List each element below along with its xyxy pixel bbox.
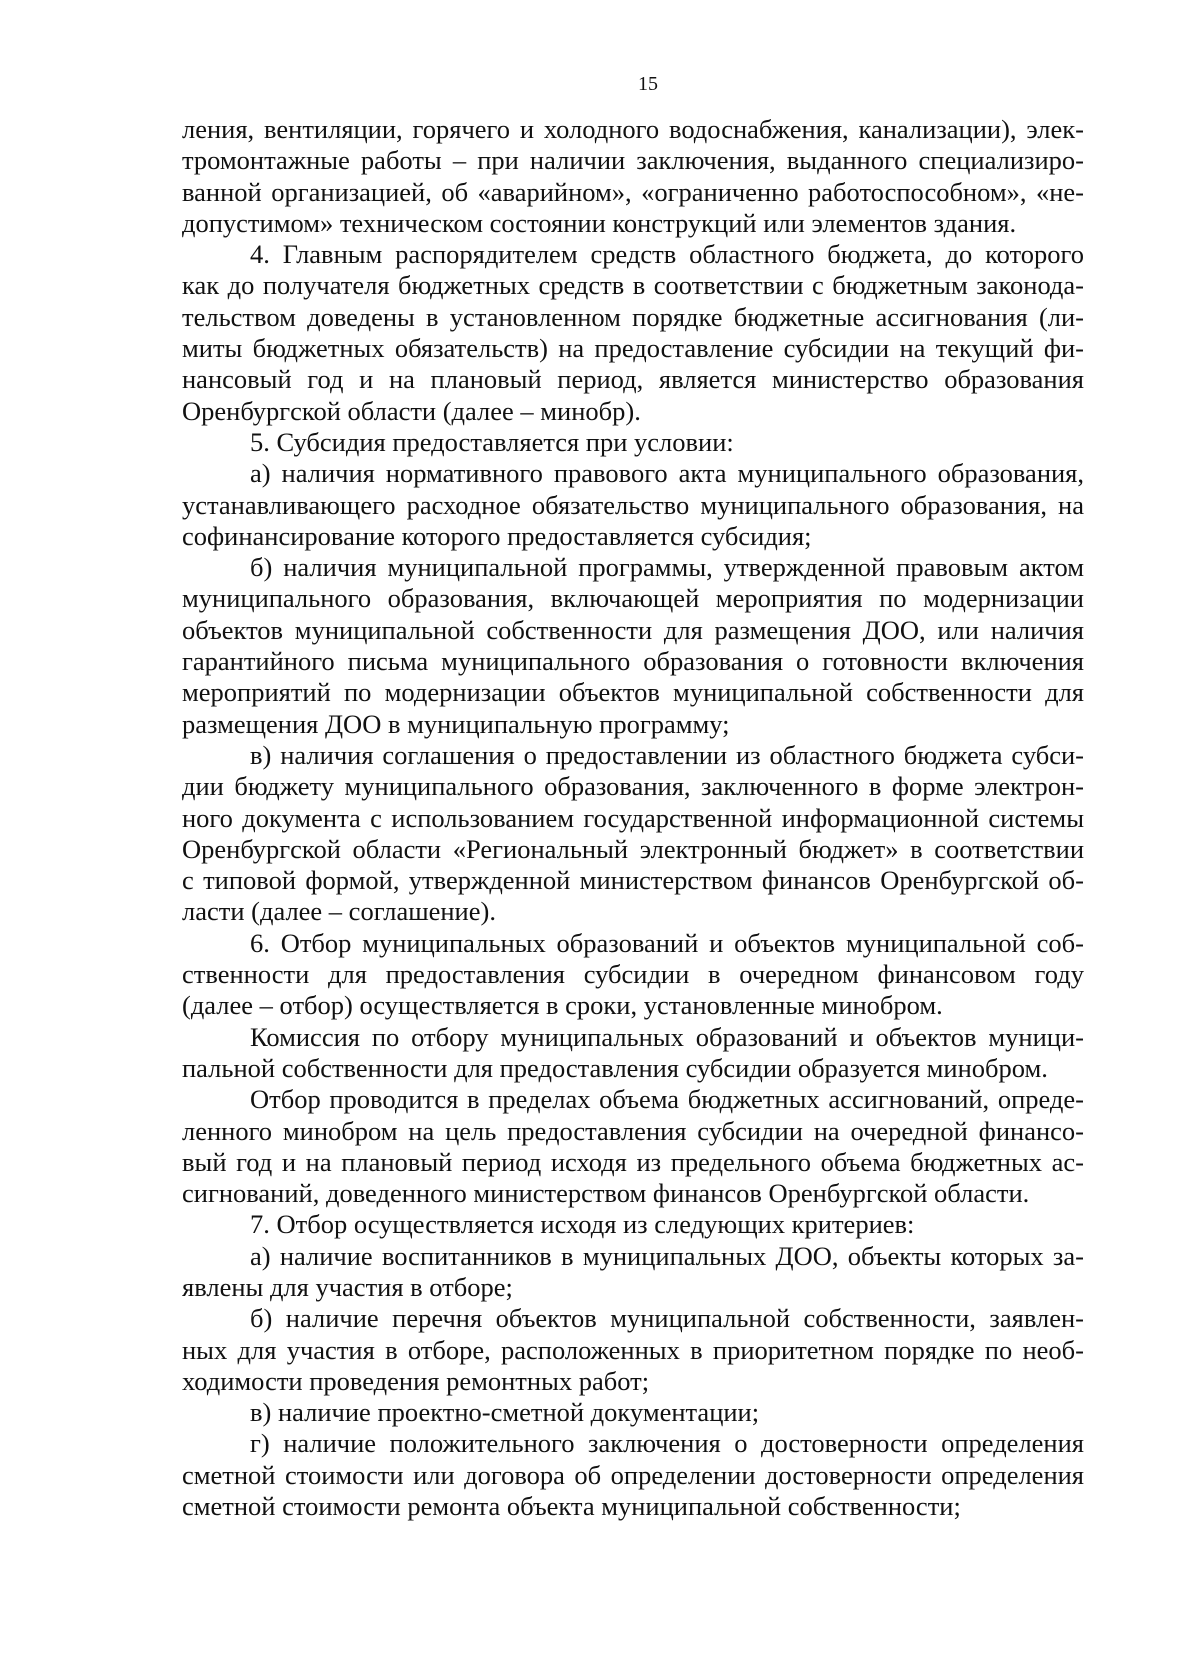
text-line: в) наличие проектно-сметной документации;	[250, 1397, 760, 1428]
text-line: мероприятий по модернизации объектов муниципальной собственности для	[182, 677, 1084, 708]
paragraph	[182, 1428, 1084, 1522]
text-line: г) наличие положительного заключения о достоверности определения	[250, 1428, 1084, 1459]
text-line: ственности для предоставления субсидии в очередном финансовом году	[182, 959, 1084, 990]
text-line: Оренбургской области (далее – минобр).	[182, 395, 641, 426]
text-line: 7. Отбор осуществляется исходя из следующих критериев:	[250, 1209, 915, 1240]
text-line: ных для участия в отборе, расположенных в приоритетном порядке по необ-	[182, 1334, 1084, 1365]
text-line: тромонтажные работы – при наличии заключения, выданного специализиро-	[182, 145, 1084, 176]
text-line: (далее – отбор) осуществляется в сроки, установленные минобром.	[182, 990, 943, 1021]
text-line: а) наличие воспитанников в муниципальных ДОО, объекты которых за-	[250, 1240, 1084, 1271]
text-line: нансовый год и на плановый период, является министерство образования	[182, 364, 1084, 395]
text-line: Отбор проводится в пределах объема бюджетных ассигнований, опреде-	[250, 1084, 1084, 1115]
text-line: муниципального образования, включающей мероприятия по модернизации	[182, 583, 1084, 614]
paragraph	[182, 1022, 1084, 1085]
text-line: в) наличия соглашения о предоставлении из областного бюджета субси-	[250, 739, 1084, 770]
text-line: софинансирование которого предоставляется субсидия;	[182, 520, 812, 551]
paragraph	[182, 114, 1084, 239]
text-line: сметной стоимости ремонта объекта муниципальной собственности;	[182, 1491, 961, 1522]
text-line: вый год и на плановый период исходя из предельного объема бюджетных ас-	[182, 1146, 1084, 1177]
paragraph	[182, 1241, 1084, 1304]
text-line: ного документа с использованием государственной информационной системы	[182, 802, 1084, 833]
paragraph	[182, 427, 1084, 458]
text-line: Комиссия по отбору муниципальных образований и объектов муници-	[250, 1021, 1084, 1052]
paragraph	[182, 1209, 1084, 1240]
text-line: размещения ДОО в муниципальную программу;	[182, 708, 730, 739]
text-line: а) наличия нормативного правового акта муниципального образования,	[250, 458, 1084, 489]
text-line: ванной организацией, об «аварийном», «ограниченно работоспособном», «не-	[182, 176, 1084, 207]
text-line: гарантийного письма муниципального образования о готовности включения	[182, 646, 1084, 677]
paragraph	[182, 1303, 1084, 1397]
text-line: ласти (далее – соглашение).	[182, 896, 496, 927]
text-line: б) наличие перечня объектов муниципальной собственности, заявлен-	[250, 1303, 1084, 1334]
paragraph	[182, 928, 1084, 1022]
paragraph	[182, 740, 1084, 928]
paragraph	[182, 239, 1084, 427]
paragraph	[182, 1397, 1084, 1428]
text-line: б) наличия муниципальной программы, утвержденной правовым актом	[250, 552, 1084, 583]
text-line: ленного минобром на цель предоставления субсидии на очередной финансо-	[182, 1115, 1084, 1146]
document-body	[182, 114, 1084, 1522]
text-line: Оренбургской области «Региональный электронный бюджет» в соответствии	[182, 833, 1084, 864]
paragraph	[182, 458, 1084, 552]
text-line: как до получателя бюджетных средств в соответствии с бюджетным законода-	[182, 270, 1084, 301]
paragraph	[182, 552, 1084, 740]
text-line: миты бюджетных обязательств) на предоставление субсидии на текущий фи-	[182, 333, 1084, 364]
text-line: пальной собственности для предоставления субсидии образуется минобром.	[182, 1052, 1048, 1083]
text-line: 5. Субсидия предоставляется при условии:	[250, 426, 734, 457]
text-line: явлены для участия в отборе;	[182, 1271, 513, 1302]
text-line: объектов муниципальной собственности для размещения ДОО, или наличия	[182, 614, 1084, 645]
text-line: 6. Отбор муниципальных образований и объектов муниципальной соб-	[250, 927, 1084, 958]
text-line: с типовой формой, утвержденной министерством финансов Оренбургской об-	[182, 865, 1084, 896]
text-line: 4. Главным распорядителем средств областного бюджета, до которого	[250, 239, 1084, 270]
text-line: допустимом» техническом состоянии конструкций или элементов здания.	[182, 207, 1017, 238]
page-number: 15	[638, 73, 658, 95]
text-line: ходимости проведения ремонтных работ;	[182, 1365, 650, 1396]
text-line: тельством доведены в установленном порядке бюджетные ассигнования (ли-	[182, 301, 1084, 332]
text-line: сметной стоимости или договора об определении достоверности определения	[182, 1459, 1084, 1490]
text-line: ления, вентиляции, горячего и холодного водоснабжения, канализации), элек-	[182, 114, 1084, 144]
text-line: дии бюджету муниципального образования, заключенного в форме электрон-	[182, 771, 1084, 802]
text-line: сигнований, доведенного министерством финансов Оренбургской области.	[182, 1178, 1030, 1209]
paragraph	[182, 1084, 1084, 1209]
text-line: устанавливающего расходное обязательство муниципального образования, на	[182, 489, 1084, 520]
